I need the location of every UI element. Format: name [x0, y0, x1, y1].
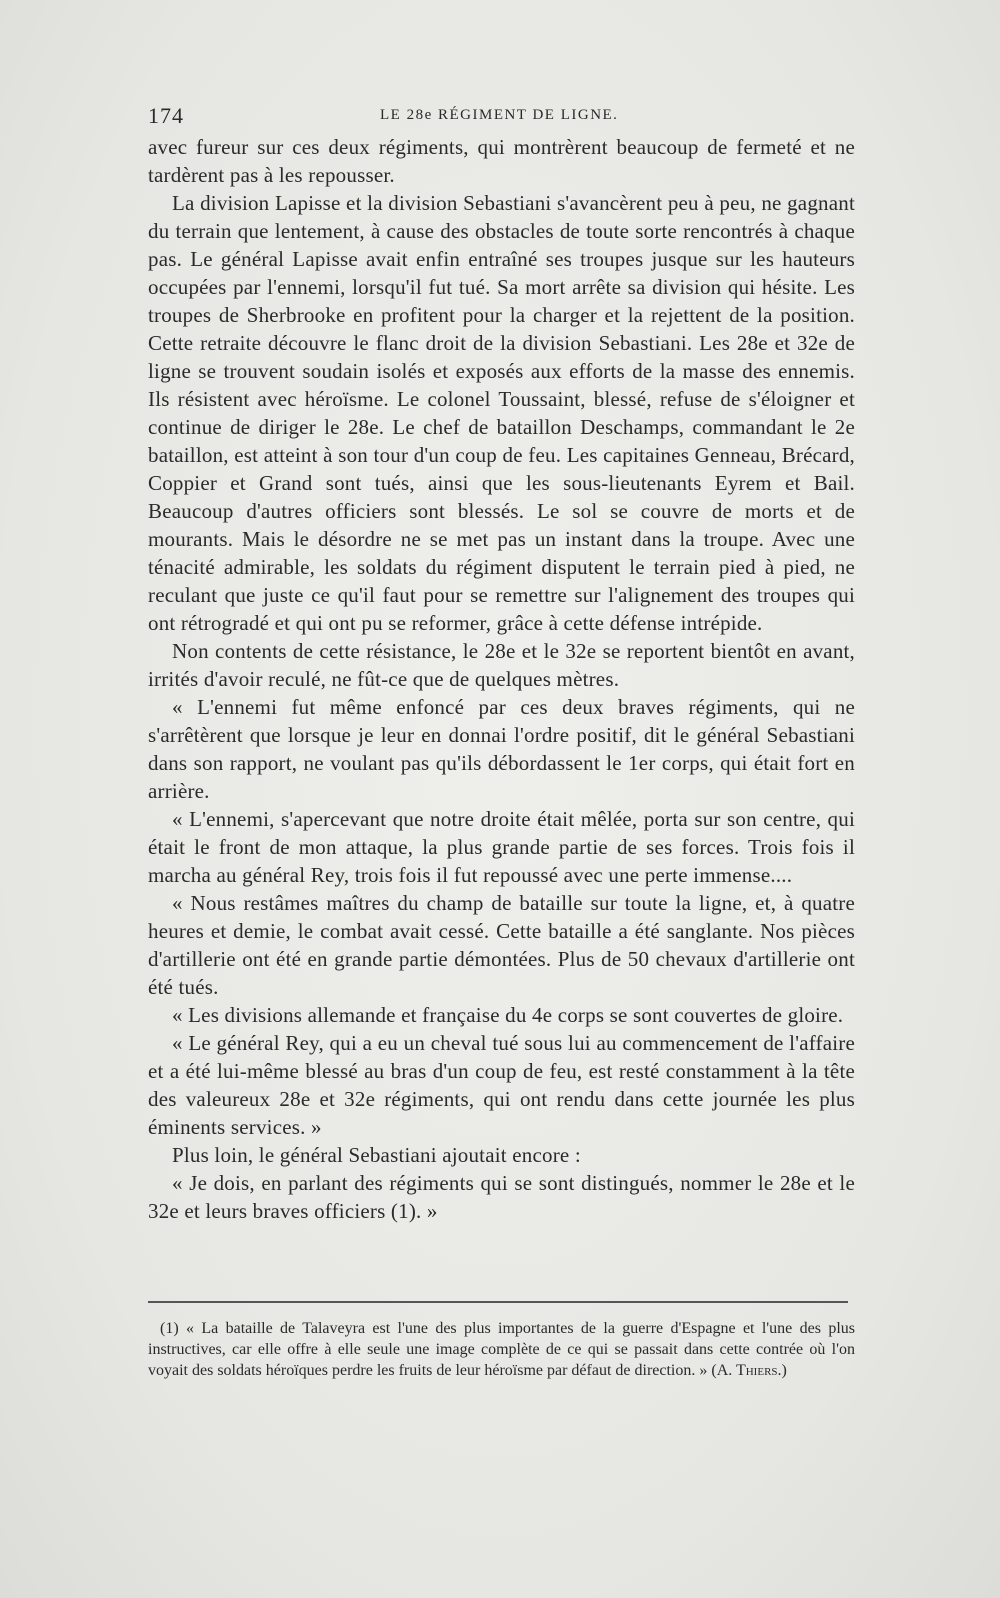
paragraph: « L'ennemi fut même enfoncé par ces deux braves régiments, qui ne s'arrêtèrent que lorsque je leur en donnai l'ordre positif, dit le général Sebastiani dans son rapport, ne voulant pas qu'ils débordassent le 1er corps, qui était fort en arrière. [148, 695, 855, 803]
footnote-text: (1) « La bataille de Talaveyra est l'une des plus importantes de la guerre d'Espagne et l'une des plus instructives, car elle offre à elle seule une image complète de ce qui se passait dans cette contrée où l'on voyait des soldats héroïques perdre les fruits de leur héroïsme par défaut de direction. » [148, 1320, 855, 1379]
paragraph: Plus loin, le général Sebastiani ajoutait encore : [172, 1143, 581, 1167]
paragraph: « Le général Rey, qui a eu un cheval tué sous lui au commencement de l'affaire et a été lui-même blessé au bras d'un coup de feu, est resté constamment à la tête des valeureux 28e et 32e régiments, qui ont rendu dans cette journée les plus éminents services. » [148, 1031, 855, 1139]
footnote-attribution: (A. Thiers.) [711, 1362, 787, 1379]
running-title: LE 28e RÉGIMENT DE LIGNE. [380, 107, 619, 123]
paragraph: « L'ennemi, s'apercevant que notre droite était mêlée, porta sur son centre, qui était le front de mon attaque, la plus grande partie de ses forces. Trois fois il marcha au général Rey, trois fois il fut repoussé avec une perte immense.... [148, 807, 855, 887]
footnote [148, 1318, 855, 1381]
paragraph: La division Lapisse et la division Sebastiani s'avancèrent peu à peu, ne gagnant du terrain que lentement, à cause des obstacles de toute sorte rencontrés à chaque pas. Le général Lapisse avait enfin entraîné ses troupes jusque sur les hauteurs occupées par l'ennemi, lorsqu'il fut tué. Sa mort arrête sa division qui hésite. Les troupes de Sherbrooke en profitent pour la charger et la rejettent de la position. Cette retraite découvre le flanc droit de la division Sebastiani. Les 28e et 32e de ligne se trouvent soudain isolés et exposés aux efforts de la masse des ennemis. Ils résistent avec héroïsme. Le colonel Toussaint, blessé, refuse de s'éloigner et continue de diriger le 28e. Le chef de bataillon Deschamps, commandant le 2e bataillon, est atteint à son tour d'un coup de feu. Les capitaines Genneau, Brécard, Coppier et Grand sont tués, ainsi que les sous-lieutenants Eyrem et Bail. Beaucoup d'autres officiers sont blessés. Le sol se couvre de morts et de mourants. Mais le désordre ne se met pas un instant dans la troupe. Avec une ténacité admirable, les soldats du régiment disputent le terrain pied à pied, ne reculant que juste ce qu'il faut pour se remettre sur l'alignement des troupes qui ont rétrogradé et qui ont pu se reformer, grâce à cette défense intrépide. [148, 191, 855, 635]
paragraph: Non contents de cette résistance, le 28e et le 32e se reportent bientôt en avant, irrités d'avoir reculé, ne fût-ce que de quelques mètres. [148, 639, 855, 691]
page-number: 174 [148, 103, 184, 128]
body-text [148, 133, 855, 1225]
paragraph: « Nous restâmes maîtres du champ de bataille sur toute la ligne, et, à quatre heures et demie, le combat avait cessé. Cette bataille a été sanglante. Nos pièces d'artillerie ont été en grande partie démontées. Plus de 50 chevaux d'artillerie ont été tués. [148, 891, 855, 999]
paragraph: avec fureur sur ces deux régiments, qui montrèrent beaucoup de fermeté et ne tardèrent pas à les repousser. [148, 135, 855, 187]
footnote-divider [148, 1301, 848, 1303]
paragraph: « Je dois, en parlant des régiments qui se sont distingués, nommer le 28e et le 32e et leurs braves officiers (1). » [148, 1171, 855, 1223]
paragraph: « Les divisions allemande et française du 4e corps se sont couvertes de gloire. [172, 1003, 844, 1027]
page-header [148, 103, 855, 133]
